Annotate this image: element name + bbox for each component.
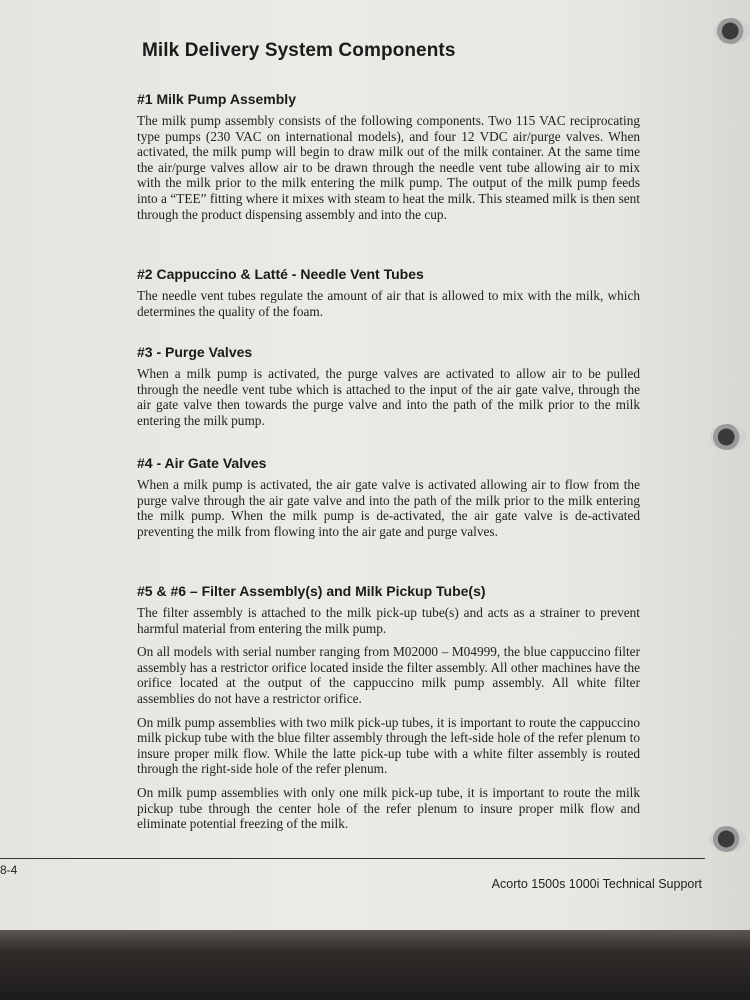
section-paragraph: When a milk pump is activated, the purge valves are activated to allow air to be pulled through the needle vent tube which is attached to the input of the air gate valve, through the air gate valve then towards the purge valve and into the path of the milk prior to the milk entering the milk pump. [137,366,640,428]
section-filter-assembly-pickup-tubes [137,583,640,840]
section-paragraph: The needle vent tubes regulate the amount of air that is allowed to mix with the milk, which determines the quality of the foam. [137,288,640,319]
section-paragraph: On milk pump assemblies with only one milk pick-up tube, it is important to route the milk pickup tube through the center hole of the refer plenum to insure proper milk flow and eliminate potential freezing of the milk. [137,784,640,832]
section-needle-vent-tubes [137,266,640,327]
section-heading: #2 Cappuccino & Latté - Needle Vent Tubes [137,266,424,282]
section-heading: #1 Milk Pump Assembly [137,91,296,107]
binder-ring-top [714,18,750,44]
page-number: 8-4 [0,863,18,877]
section-heading: #3 - Purge Valves [137,344,253,360]
section-paragraph: On all models with serial number ranging from M02000 – M04999, the blue cappuccino filter assembly has a restrictor orifice located inside the filter assembly. All other machines have the orifice located at the output of the cappuccino milk pump assembly. All white filter assemblies do not have a restrictor orifice. [137,644,640,706]
section-paragraph: When a milk pump is activated, the air gate valve is activated allowing air to flow from the purge valve through the air gate valve and into the path of the milk prior to the milk entering the milk pump. When the milk pump is de-activated, the air gate valve is de-activated preventing the milk from flowing into the air gate and purge valves. [137,477,640,539]
binder-ring-middle [710,424,746,450]
binder-ring-bottom [710,826,746,852]
footer-text: Acorto 1500s 1000i Technical Support [491,877,702,891]
section-heading: #5 & #6 – Filter Assembly(s) and Milk Pickup Tube(s) [137,583,486,599]
page-edge-shadow [0,930,750,1000]
footer-rule [0,858,705,859]
section-paragraph: The milk pump assembly consists of the following components. Two 115 VAC reciprocating type pumps (230 VAC on international models), and four 12 VDC air/purge valves. When activated, the milk pump will begin to draw milk out of the milk container. At the same time the air/purge valves allow air to be drawn through the needle vent tube allowing air to mix with the milk prior to the milk entering the milk pump. The output of the milk pump feeds into a “TEE” fitting where it mixes with steam to heat the milk. This steamed milk is then sent through the product dispensing assembly and into the cup. [137,113,640,222]
section-paragraph: On milk pump assemblies with two milk pick-up tubes, it is important to route the cappuccino milk pickup tube with the blue filter assembly through the left-side hole of the refer plenum to insure proper milk flow. While the latte pick-up tube with a white filter assembly is routed through the right-side hole of the refer plenum. [137,714,640,777]
section-purge-valves [137,344,640,436]
section-air-gate-valves [137,455,640,547]
section-heading: #4 - Air Gate Valves [137,455,267,471]
section-paragraph: The filter assembly is attached to the milk pick-up tube(s) and acts as a strainer to prevent harmful material from entering the milk pump. [137,605,640,636]
section-milk-pump-assembly [137,91,640,230]
page-title: Milk Delivery System Components [142,40,456,61]
